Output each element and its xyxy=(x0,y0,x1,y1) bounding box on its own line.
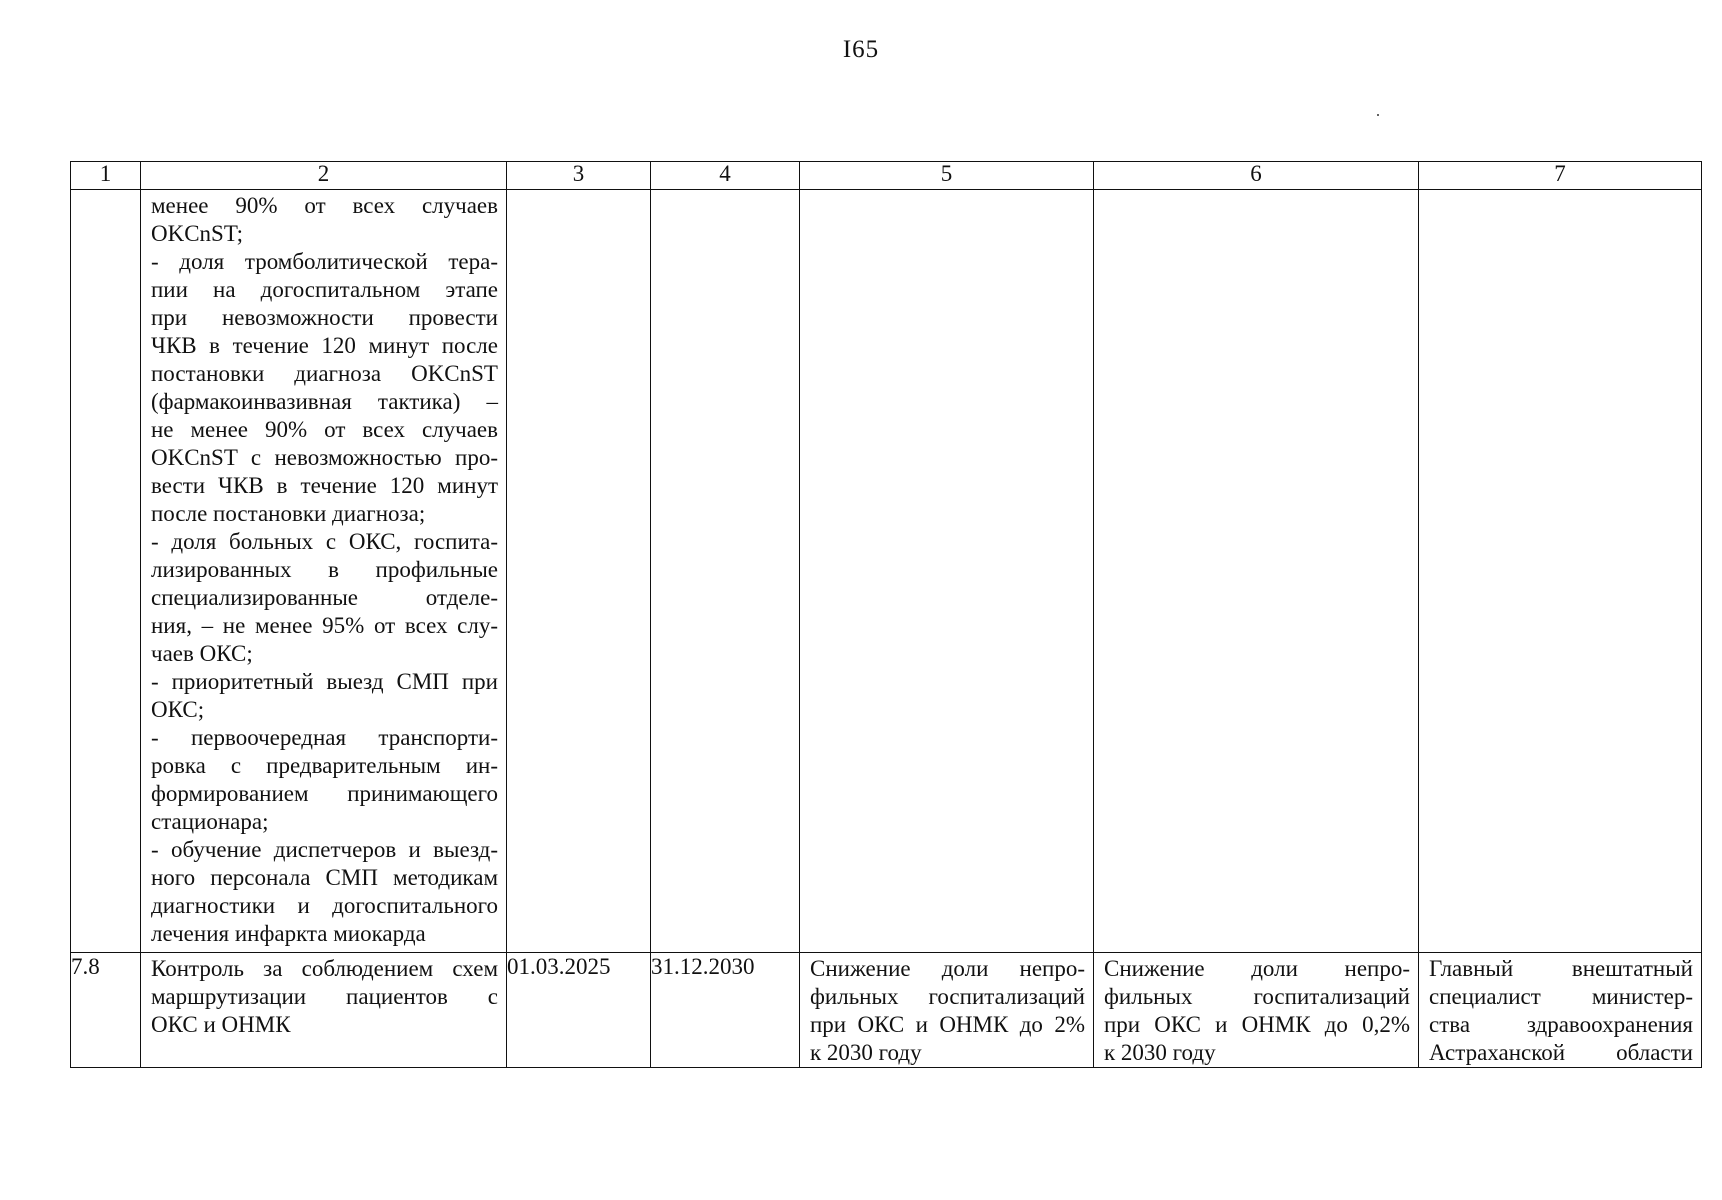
text-line: при ОКС и ОНМК до 0,2% xyxy=(1104,1012,1410,1037)
text-line: менее 90% от всех случаев xyxy=(151,193,498,218)
text-line: при ОКС и ОНМК до 2% xyxy=(810,1012,1085,1037)
header-cell: 3 xyxy=(507,162,651,190)
text-line: постановки диагноза OKCnST xyxy=(151,361,498,386)
scan-speck xyxy=(1377,114,1379,116)
text-line: ровка с предварительным ин- xyxy=(151,753,498,778)
header-cell: 4 xyxy=(651,162,800,190)
text-line: ОКС и ОНМК xyxy=(151,1012,291,1037)
text-line: ства здравоохранения xyxy=(1429,1012,1693,1037)
text-line: Снижение доли непро- xyxy=(810,956,1085,981)
text-line: OKCnST; xyxy=(151,221,244,246)
text-line: фильных госпитализаций xyxy=(810,984,1085,1009)
table-row-7-8 xyxy=(71,953,1702,1068)
end-date: 31.12.2030 xyxy=(651,953,800,1068)
text-line: - приоритетный выезд СМП при xyxy=(151,669,498,694)
activity-text xyxy=(141,953,506,1039)
text-line: стационара; xyxy=(151,809,269,834)
text-line: чаев ОКС; xyxy=(151,641,253,666)
continuation-number-cell xyxy=(71,190,141,953)
page-number: I65 xyxy=(842,36,880,63)
text-line: специалист министер- xyxy=(1429,984,1693,1009)
responsible-text xyxy=(1419,953,1701,1067)
table-header-row xyxy=(71,162,1702,190)
text-line: ОКС; xyxy=(151,697,205,722)
text-line: диагностики и догоспитального xyxy=(151,893,498,918)
text-line: - доля больных с ОКС, госпита- xyxy=(151,529,498,554)
text-line: при невозможности провести xyxy=(151,305,498,330)
continuation-responsible-cell xyxy=(1419,190,1702,953)
continuation-activity-cell xyxy=(141,190,507,953)
continuation-indicator-cell xyxy=(1094,190,1419,953)
header-cell: 2 xyxy=(141,162,507,190)
text-line: ния, – не менее 95% от всех слу- xyxy=(151,613,498,638)
text-line: к 2030 году xyxy=(810,1040,922,1065)
header-cell: 7 xyxy=(1419,162,1702,190)
text-line: - первоочередная транспорти- xyxy=(151,725,498,750)
text-line: после постановки диагноза; xyxy=(151,501,426,526)
text-line: вести ЧКВ в течение 120 минут xyxy=(151,473,498,498)
responsible-cell xyxy=(1419,953,1702,1068)
plan-table xyxy=(70,161,1702,1068)
header-cell: 5 xyxy=(800,162,1094,190)
text-line: Главный внештатный xyxy=(1429,956,1693,981)
header-cell: 6 xyxy=(1094,162,1419,190)
text-line: - обучение диспетчеров и выезд- xyxy=(151,837,498,862)
indicator-cell xyxy=(1094,953,1419,1068)
table-row-continuation xyxy=(71,190,1702,953)
continuation-end-cell xyxy=(651,190,800,953)
text-line: формированием принимающего xyxy=(151,781,498,806)
text-line: Контроль за соблюдением схем xyxy=(151,956,498,981)
text-line: ЧКВ в течение 120 минут после xyxy=(151,333,498,358)
text-line: пии на догоспитальном этапе xyxy=(151,277,498,302)
activity-cell xyxy=(141,953,507,1068)
text-line: (фармакоинвазивная тактика) – xyxy=(151,389,498,414)
text-line: маршрутизации пациентов с xyxy=(151,984,498,1009)
text-line: не менее 90% от всех случаев xyxy=(151,417,498,442)
text-line: лизированных в профильные xyxy=(151,557,498,582)
text-line: - доля тромболитической тера- xyxy=(151,249,498,274)
text-line: ного персонала СМП методикам xyxy=(151,865,498,890)
text-line: OKCnST с невозможностью про- xyxy=(151,445,498,470)
text-line: фильных госпитализаций xyxy=(1104,984,1410,1009)
continuation-activity-text xyxy=(141,190,506,948)
continuation-result-cell xyxy=(800,190,1094,953)
continuation-start-cell xyxy=(507,190,651,953)
text-line: Астраханской области xyxy=(1429,1040,1693,1065)
text-line: Снижение доли непро- xyxy=(1104,956,1410,981)
text-line: к 2030 году xyxy=(1104,1040,1216,1065)
indicator-text xyxy=(1094,953,1418,1067)
header-cell: 1 xyxy=(71,162,141,190)
text-line: специализированные отделе- xyxy=(151,585,498,610)
result-text xyxy=(800,953,1093,1067)
start-date: 01.03.2025 xyxy=(507,953,651,1068)
result-cell xyxy=(800,953,1094,1068)
text-line: лечения инфаркта миокарда xyxy=(151,921,426,946)
row-number: 7.8 xyxy=(71,953,141,1068)
